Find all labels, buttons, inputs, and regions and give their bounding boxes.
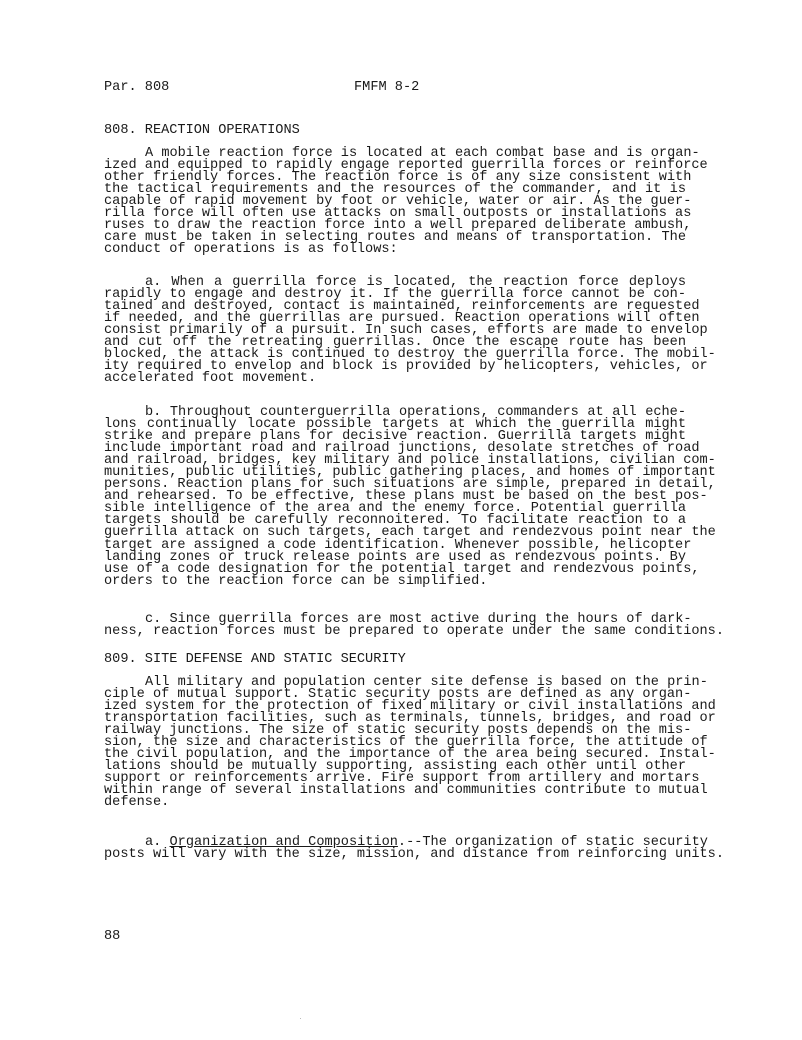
text-line: sible intelligence of the area and the enemy force. Potential guerrilla (104, 501, 686, 517)
text-line: rilla force will often use attacks on small outposts or installations as (104, 206, 692, 222)
text-line: and rehearsed. To be effective, these plans must be based on the best pos- (104, 489, 708, 505)
paragraph-808-a (104, 275, 716, 387)
paragraph-809-intro (104, 675, 716, 811)
text-line: targets should be carefully reconnoitered. To facilitate reaction to a (104, 513, 686, 529)
text-line: a. When a guerrilla force is located, the reaction force deploys (145, 275, 686, 290)
paragraph-809-a (104, 835, 724, 863)
text-line: strike and prepare plans for decisive reaction. Guerrilla targets might (104, 429, 686, 445)
text-line: capable of rapid movement by foot or vehicle, water or air. As the guer- (104, 194, 692, 210)
text-line: guerrilla attack on such targets, each target and rendezvous point near the (104, 525, 716, 541)
text-line: tained and destroyed, contact is maintained, reinforcements are requested (104, 299, 700, 315)
text-line: transportation facilities, such as terminals, tunnels, bridges, and road or (104, 711, 716, 727)
text-line: include important road and railroad junctions, desolate stretches of road (104, 441, 700, 457)
text-line: care must be taken in selecting routes and means of transportation. The (104, 230, 686, 246)
text-line: munities, public utilities, public gathering places, and homes of important (104, 465, 716, 481)
text-line: ized system for the protection of fixed military or civil installations and (104, 699, 716, 715)
subparagraph-heading: Organization and Composition (169, 835, 398, 850)
text-line: persons. Reaction plans for such situations are simple, prepared in detail, (104, 477, 716, 493)
page-number: 88 (104, 929, 121, 944)
text-line: target are assigned a code identification. Whenever possible, helicopter (104, 537, 692, 553)
paragraph-808-c (104, 612, 724, 640)
text-line: ized and equipped to rapidly engage reported guerrilla forces or reinforce (104, 158, 708, 174)
paragraph-reference: Par. 808 (104, 80, 170, 95)
text-span: .--The organization of static security (397, 835, 708, 850)
text-line: other friendly forces. The reaction force is of any size consistent with (104, 170, 692, 186)
subparagraph-label: a. (145, 835, 162, 850)
text-line: use of a code designation for the potential target and rendezvous points, (104, 561, 700, 577)
text-line: ness, reaction forces must be prepared to operate under the same conditions. (104, 624, 724, 640)
text-line: lations should be mutually supporting, assisting each other until other (104, 759, 686, 775)
document-id: FMFM 8-2 (354, 80, 420, 95)
text-line: and cut off the retreating guerrillas. Once the escape route has been (104, 335, 686, 351)
section-heading-809: 809. SITE DEFENSE AND STATIC SECURITY (104, 652, 406, 667)
text-line: blocked, the attack is continued to destroy the guerrilla force. The mobil- (104, 347, 716, 363)
section-heading-808: 808. REACTION OPERATIONS (104, 123, 300, 138)
text-line: accelerated foot movement. (104, 371, 317, 387)
text-line: support or reinforcements arrive. Fire support from artillery and mortars (104, 771, 700, 787)
text-line: conduct of operations is as follows: (104, 242, 398, 258)
text-line: b. Throughout counterguerrilla operations, commanders at all eche- (145, 405, 686, 420)
text-line: lons continually locate possible targets at which the guerrilla might (104, 417, 686, 433)
text-line: ity required to envelop and block is provided by helicopters, vehicles, or (104, 359, 708, 375)
paragraph-808-intro (104, 146, 708, 258)
text-line: A mobile reaction force is located at each combat base and is organ- (145, 146, 700, 161)
text-line: ciple of mutual support. Static security posts are defined as any organ- (104, 687, 692, 703)
text-line: the tactical requirements and the resources of the commander, and it is (104, 182, 686, 198)
text-line: and railroad, bridges, key military and police installations, civilian com- (104, 453, 716, 469)
text-line: c. Since guerrilla forces are most active during the hours of dark- (145, 612, 692, 627)
text-line: defense. (104, 795, 170, 811)
text-line: sion, the size and characteristics of the guerrilla force, the attitude of (104, 735, 708, 751)
text-line: landing zones or truck release points are used as rendezvous points. By (104, 549, 686, 565)
text-line: ruses to draw the reaction force into a well prepared deliberate ambush, (104, 218, 692, 234)
text-line: rapidly to engage and destroy it. If the guerrilla force cannot be con- (104, 287, 686, 303)
text-line: consist primarily of a pursuit. In such cases, efforts are made to envelop (104, 323, 708, 339)
text-line: if needed, and the guerrillas are pursued. Reaction operations will often (104, 311, 700, 327)
paragraph-808-b (104, 405, 716, 589)
scan-speck (300, 1018, 301, 1019)
text-line: railway junctions. The size of static security posts depends on the mis- (104, 723, 692, 739)
text-line: within range of several installations and communities contribute to mutual (104, 783, 708, 799)
text-line: posts will vary with the size, mission, and distance from reinforcing units. (104, 847, 724, 863)
text-line: orders to the reaction force can be simplified. (104, 573, 488, 589)
text-line: All military and population center site defense is based on the prin- (145, 675, 708, 690)
text-line: the civil population, and the importance of the area being secured. Instal- (104, 747, 716, 763)
